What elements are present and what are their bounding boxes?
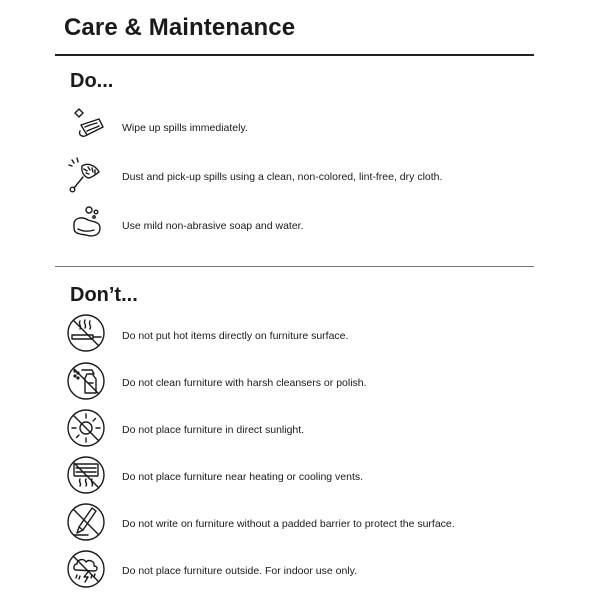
dont-item-text: Do not clean furniture with harsh cleansers or polish. (122, 377, 367, 389)
no-harsh-cleanser-icon (66, 361, 106, 401)
do-item-text: Wipe up spills immediately. (122, 122, 248, 134)
dont-item-text: Do not write on furniture without a padded barrier to protect the surface. (122, 518, 455, 530)
soap-icon (68, 204, 108, 244)
wipe-spill-icon (69, 107, 109, 147)
section-divider (55, 266, 534, 267)
no-hot-items-icon (66, 313, 106, 353)
duster-icon (66, 156, 106, 196)
no-heating-vent-icon (66, 455, 106, 495)
page-title: Care & Maintenance (64, 14, 296, 41)
do-heading: Do... (70, 70, 114, 92)
no-sunlight-icon (66, 408, 106, 448)
do-item-text: Use mild non-abrasive soap and water. (122, 220, 304, 232)
dont-item-text: Do not place furniture near heating or cooling vents. (122, 471, 364, 483)
dont-item-text: Do not place furniture in direct sunlight. (122, 424, 305, 436)
dont-item-text: Do not place furniture outside. For indoor use only. (122, 565, 358, 577)
dont-item-text: Do not put hot items directly on furniture surface. (122, 330, 349, 342)
no-writing-icon (66, 502, 106, 542)
dont-heading: Don’t... (70, 284, 138, 306)
no-outdoor-icon (66, 549, 106, 589)
title-divider (55, 54, 534, 56)
do-item-text: Dust and pick-up spills using a clean, non-colored, lint-free, dry cloth. (122, 171, 443, 183)
